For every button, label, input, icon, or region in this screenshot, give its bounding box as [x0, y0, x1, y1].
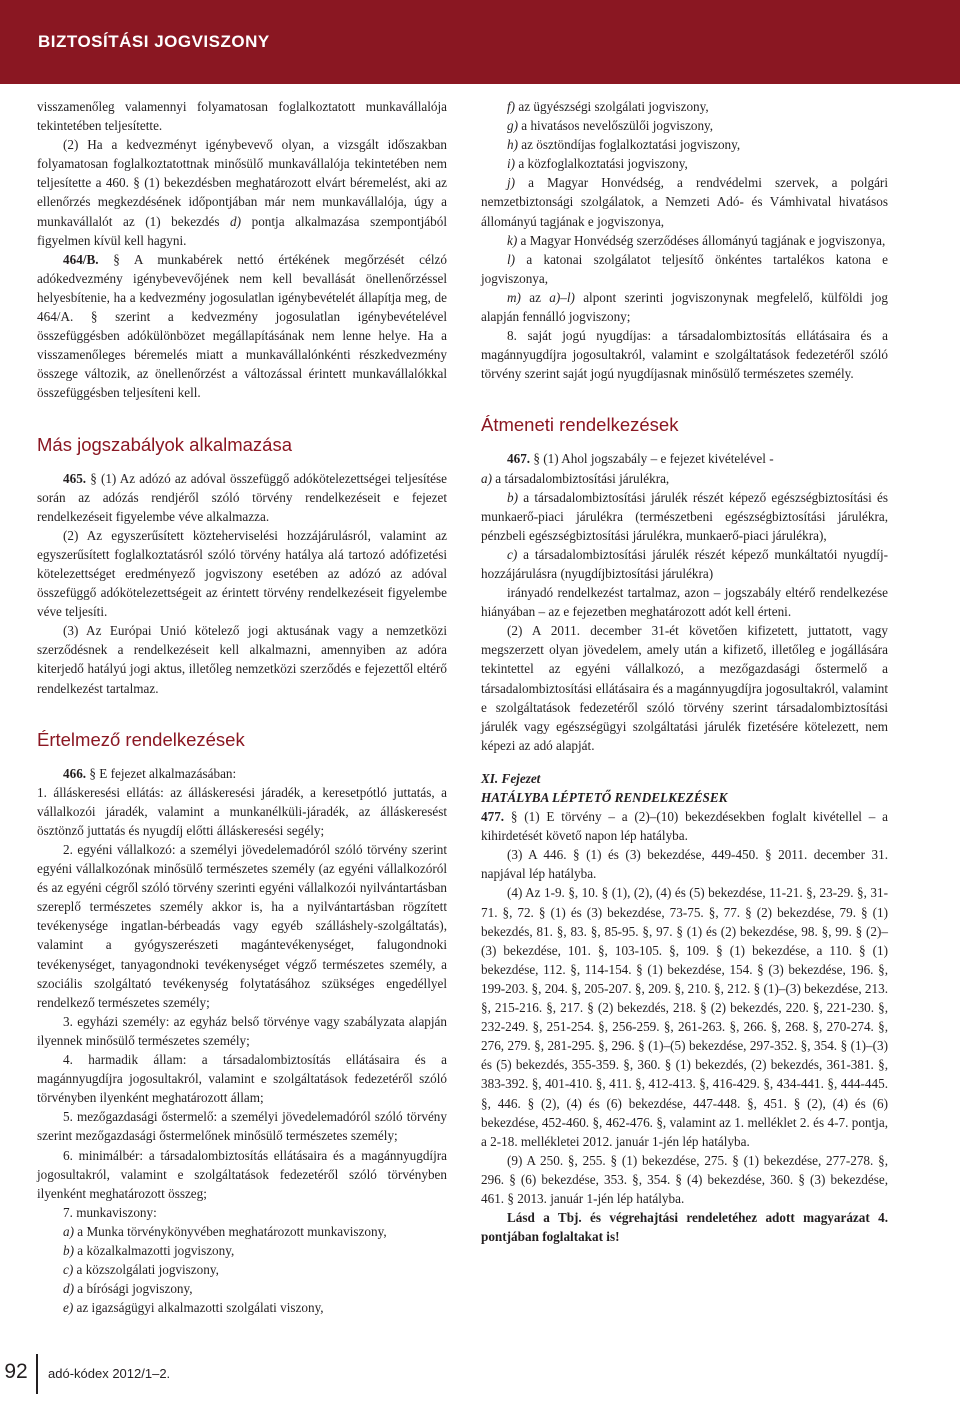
paragraph: (9) A 250. §, 255. § (1) bekezdése, 275. § (1) bekezdése, 277-278. §, 296. § (6) bekezdése, 353. §, 354. § (4) bekezdése, 360. § (3) bekezdése, 461. § 2013. január 1-jén lép hatályba.	[481, 1152, 888, 1206]
subpoint-text: az ügyészségi szolgálati jogviszony,	[515, 99, 709, 114]
heading-mas-jogszabalyok: Más jogszabályok alkalmazása	[37, 433, 293, 455]
definition-item: 7. munkaviszony:	[63, 1204, 157, 1220]
subpoint-item	[481, 469, 888, 488]
definition-item: 2. egyéni vállalkozó: a személyi jövedelemadóról szóló törvény szerint egyéni vállalkozónak minősülő természetes személy (az egyéni vállalkozóról és az egyéni cégről szóló törvény szerinti egyéni vállalkozói nyilvántartásban szereplő természetes személy akkor is, ha a nyilvántartásban rögzített tevékenysége ingatlan-bérbeadás vagy egyéb szálláshely-szolgáltatás), valamint a gyógyszerészeti magántevékenységet, falugondnoki tevékenységet, tanyagondnoki tevékenységet végző természetes személy, a szociális szolgáltató tevékenység folytatásához szükséges engedéllyel rendelkező természetes személy;	[37, 842, 447, 1010]
subpoint-text: az igazságügyi alkalmazotti szolgálati viszony,	[73, 1300, 324, 1316]
definition-item: 4. harmadik állam: a társadalombiztosítás ellátásaira és a magánnyugdíjra jogosultakról, valamint e szolgáltatások fedezetéről szóló törvényben ilyenként meghatározott állam;	[37, 1052, 447, 1106]
point-letter: d)	[63, 1281, 74, 1297]
paragraph: (2) Az egyszerűsített közteherviselési hozzájárulásról, valamint az egyszerűsített foglalkoztatásról szóló törvény hatálya alá tartozó adófizetési kötelezettséget eredményező jogviszony esetében az adózó az adóval összefüggő adókötelezettségeit az érintett törvény rendelkezéseit figyelembe véve teljesíti.	[37, 527, 447, 620]
paragraph-text: pontja alkalmazása szempontjából figyelmen kívül kell hagyni.	[37, 213, 447, 248]
left-column	[37, 97, 447, 1317]
subpoint-text: a társadalombiztosítási járulékra,	[492, 470, 670, 486]
paragraph: visszamenőleg valamennyi folyamatosan foglalkoztatott munkavállalója tekintetében teljesítette.	[37, 99, 447, 134]
point-letter: a)	[481, 470, 492, 486]
subpoint-text: a közfoglalkoztatási jogviszony,	[515, 156, 688, 172]
subpoint-text: alpont szerinti jogviszonynak megfelelő, külföldi jog alapján fennálló jogviszony;	[481, 289, 888, 325]
page-number: 92	[4, 1360, 28, 1383]
subpoint-text: a társadalombiztosítási járulék részét képező munkáltatói nyugdíj-hozzájárulásra (nyugdíjbiztosítási járulékra)	[481, 546, 888, 581]
definition-item: 5. mezőgazdasági őstermelő: a személyi jövedelemadóról szóló törvény szerint mezőgazdasági őstermelőnek minősülő természetes személy;	[37, 1109, 447, 1144]
point-letter: b)	[507, 489, 518, 505]
point-letter: c)	[507, 546, 518, 562]
publication-name: adó-kódex 2012/1–2.	[48, 1366, 171, 1381]
subpoint-text: a közalkalmazotti jogviszony,	[74, 1242, 235, 1258]
section-text: § E fejezet alkalmazásában:	[86, 765, 237, 781]
subpoint-item	[481, 116, 888, 135]
subpoint-text: a hivatásos nevelőszülői jogviszony,	[518, 118, 714, 134]
section-465	[37, 469, 447, 526]
section-464b	[37, 250, 447, 403]
definition-item: 1. álláskeresési ellátás: az álláskeresési járadék, a keresetpótló juttatás, a vállalkozói járadék, valamint a munkanélküli-járadék, az álláskeresést ösztönző juttatás és nyugdíj előtti álláskeresési segély;	[37, 784, 447, 838]
chapter-title: HATÁLYBA LÉPTETŐ RENDELKEZÉSEK	[481, 790, 728, 805]
paragraph: (4) Az 1-9. §, 10. § (1), (2), (4) és (5) bekezdése, 11-21. §, 23-29. §, 31-71. §, 72. § (1) és (3) bekezdése, 73-75. §, 77. § (2) bekezdése, 79. § (1) bekezdés, 81. §, 83. §, 85-95. §, 97. § (1) és (2) bekezdése, 98. §, 99. § (2)–(3) bekezdése, 101. §, 103-105. §, 109. § (1) bekezdése, a 110. § (1) bekezdése, 112. §, 114-154. § (1) bekezdése, 154. § (3) bekezdése, 196. §, 199-203. §, 204. §, 205-207. §, 209. §, 210. §, 212. § (1)–(3) bekezdése, 213. §, 215-216. §, 217. § (2) bekezdés, 218. § (2) bekezdés, 220. §, 221-230. §, 232-249. §, 251-254. §, 256-259. §, 261-263. §, 266. §, 268. §, 270-274. §, 276, 279. §, 281-295. §, 296. § (1)–(5) bekezdése, 297-352. §, 354. § (1)–(3) és (5) bekezdés, 355-359. §, 360. § (1) bekezdés, (2) bekezdés, 361-381. §, 383-392. §, 401-410. §, 411. §, 412-413. §, 416-429. §, 434-441. §, 444-445. §, 446. § (2), (4) és (6) bekezdése, 447-448. §, 451. § (2), (4) és (6) bekezdése, 452-460. §, 462-476. §, valamint az 1. melléklet 2. és 4-7. pontja, a 2-18. mellékletei 2012. január 1-jén lép hatályba.	[481, 885, 888, 1149]
point-letter: j)	[507, 175, 516, 191]
definition-item: 6. minimálbér: a társadalombiztosítás ellátásaira és a magánnyugdíjra jogosultakról, valamint e szolgáltatások fedezetéről szóló törvényben ilyenként meghatározott összeg;	[37, 1147, 447, 1201]
subpoint-text: a bírósági jogviszony,	[74, 1281, 193, 1297]
point-letter: i)	[507, 156, 516, 172]
paragraph: irányadó rendelkezést tartalmaz, azon – jogszabály eltérő rendelkezése hiányában – az e fejezetben meghatározott adót kell érteni.	[481, 585, 888, 620]
subpoint-item	[481, 288, 888, 326]
point-letter: f)	[507, 99, 516, 114]
reference-note	[481, 1208, 888, 1246]
subpoint-item	[481, 154, 888, 173]
section-number: 467.	[507, 451, 531, 467]
point-letter: l)	[566, 289, 575, 305]
point-letter: a)	[63, 1223, 74, 1239]
reference-note-text: Lásd a Tbj. és végrehajtási rendeletéhez adott magyarázat 4. pontjában foglaltakat is!	[481, 1210, 888, 1245]
subpoint-item	[481, 173, 888, 230]
point-letter: e)	[63, 1300, 74, 1316]
section-477	[481, 807, 888, 845]
subpoint-text: –	[560, 289, 567, 305]
subpoint-item	[37, 1298, 447, 1317]
point-letter: d)	[230, 213, 242, 229]
subpoint-item	[481, 97, 888, 116]
section-text: § (1) Az adózó az adóval összefüggő adókötelezettségei teljesítése során az adózás rendjéről szóló törvény rendelkezéseit e fejezet rendelkezéseit figyelembe véve alkalmazza.	[37, 470, 447, 524]
paragraph: (2) A 2011. december 31-ét követően kifizetett, juttatott, vagy megszerzett olyan jövedelem, amely után a kifizető, illetőleg e jogállására tekintettel az egyéni vállalkozó, a mezőgazdasági őstermelő a társadalombiztosítási ellátásaira és a magánnyugdíjra jogosultakról, valamint e szolgáltatások fedezetéről szóló törvény szerint társadalombiztosítási járulék vagy egészségügyi szolgáltatási járulék fizetésére kötelezett, nem képezi az adó alapját.	[481, 623, 888, 753]
section-467	[481, 449, 888, 468]
subpoint-item	[37, 1222, 447, 1241]
section-number: 464/B.	[63, 251, 99, 267]
definition-item: 8. saját jogú nyugdíjas: a társadalombiztosítás ellátásaira és a magánnyugdíjra jogosultakról, valamint e szolgáltatások fedezetéről szóló törvény szerint saját jogú nyugdíjasnak minősülő természetes személy.	[481, 328, 888, 382]
point-letter: b)	[63, 1242, 74, 1258]
definition-item: 3. egyházi személy: az egyház belső törvénye vagy szabályzata alapján ilyennek minősülő természetes személy;	[37, 1013, 447, 1048]
subpoint-text: az	[520, 289, 550, 305]
paragraph-text: (2) Ha a kedvezményt igénybevevő olyan, a vizsgált időszakban folyamatosan foglalkoztatottnak minősülő munkavállalója tekintetében nem teljesítette a 460. § (1) bekezdésben meghatározott elvárt béremelést, aki az ellenőrzés megkezdésének időpontjában már nem munkavállalója, úgy a munkavállalót az (1) bekezdés	[37, 137, 447, 229]
subpoint-item	[481, 488, 888, 545]
subpoint-item	[481, 250, 888, 288]
section-text: § (1) Ahol jogszabály – e fejezet kivételével -	[530, 451, 774, 467]
point-letter: a)	[549, 289, 561, 305]
heading-ertelmezo: Értelmező rendelkezések	[37, 728, 245, 750]
chapter-number: XI. Fejezet	[481, 770, 541, 786]
footer-divider	[36, 1354, 38, 1394]
point-letter: l)	[507, 251, 516, 267]
section-466	[37, 764, 447, 783]
point-letter: c)	[63, 1262, 74, 1278]
subpoint-item	[37, 1241, 447, 1260]
subpoint-text: a katonai szolgálatot teljesítő önkéntes tartalékos katona e jogviszonya,	[481, 251, 888, 286]
right-column	[481, 97, 888, 1246]
section-number: 466.	[63, 765, 87, 781]
subpoint-item	[37, 1260, 447, 1279]
paragraph: (3) Az Európai Unió kötelező jogi aktusának vagy a nemzetközi szerződésnek a rendelkezéseit kell alkalmazni, amennyiben az adóra kiterjedő hatályú jogi aktus, illetőleg nemzetközi szerződés e fejezettől eltérő rendelkezést tartalmaz.	[37, 623, 447, 696]
subpoint-text: a Magyar Honvédség, a rendvédelmi szervek, a polgári nemzetbiztonsági szolgálatok, a Nemzeti Adó- és Vámhivatal hivatásos állományú tagjának e jogviszonya,	[481, 175, 888, 229]
point-letter: h)	[507, 137, 518, 153]
point-letter: m)	[507, 289, 521, 305]
subpoint-text: a társadalombiztosítási járulék részét képező egészségbiztosítási és munkaerő-piaci járulékra (természetbeni egészségbiztosítási járulékra, pénzbeli egészségbiztosítási járulékra, munkaerő-piaci járulékra),	[481, 489, 888, 543]
subpoint-text: a Munka törvénykönyvében meghatározott munkaviszony,	[74, 1223, 387, 1239]
subpoint-text: a közszolgálati jogviszony,	[73, 1262, 219, 1278]
section-number: 465.	[63, 470, 87, 486]
paragraph: (3) A 446. § (1) és (3) bekezdése, 449-450. § 2011. december 31. napjával lép hatályba.	[481, 847, 888, 882]
section-title: BIZTOSÍTÁSI JOGVISZONY	[38, 32, 270, 51]
header-bar	[0, 0, 960, 84]
point-letter: k)	[507, 232, 518, 248]
subpoint-item	[37, 1279, 447, 1298]
subpoint-item	[481, 135, 888, 154]
subpoint-item	[481, 231, 888, 250]
subpoint-text: a Magyar Honvédség szerződéses állományú tagjának e jogviszonya,	[517, 232, 886, 248]
paragraph	[37, 135, 447, 250]
section-text: § A munkabérek nettó értékének megőrzését célzó adókedvezmény igénybevevőjének nem kell bevallását önellenőrzéssel helyesbítenie, ha a kedvezmény jogosulatlan igénybevételét állapítja meg, de 464/A. § szerint a kedvezmény jogosulatlan igénybevételével összefüggésben adókülönbözet megállapításának nem lenne helye. Ha a visszamenőleges béremelés miatt a munkavállalónkénti részkedvezmény összege változik, az önellenőrzést a változással érintett munkavállalókkal összefüggésben teljesíteni kell.	[37, 251, 447, 401]
section-text: § (1) E törvény – a (2)–(10) bekezdésekben foglalt kivétellel – a kihirdetését követő napon lép hatályba.	[481, 809, 888, 844]
point-letter: g)	[507, 118, 518, 134]
section-number: 477.	[481, 809, 505, 825]
subpoint-item	[481, 545, 888, 583]
subpoint-text: az ösztöndíjas foglalkoztatási jogviszony,	[518, 137, 741, 153]
heading-atmeneti: Átmeneti rendelkezések	[481, 414, 679, 436]
